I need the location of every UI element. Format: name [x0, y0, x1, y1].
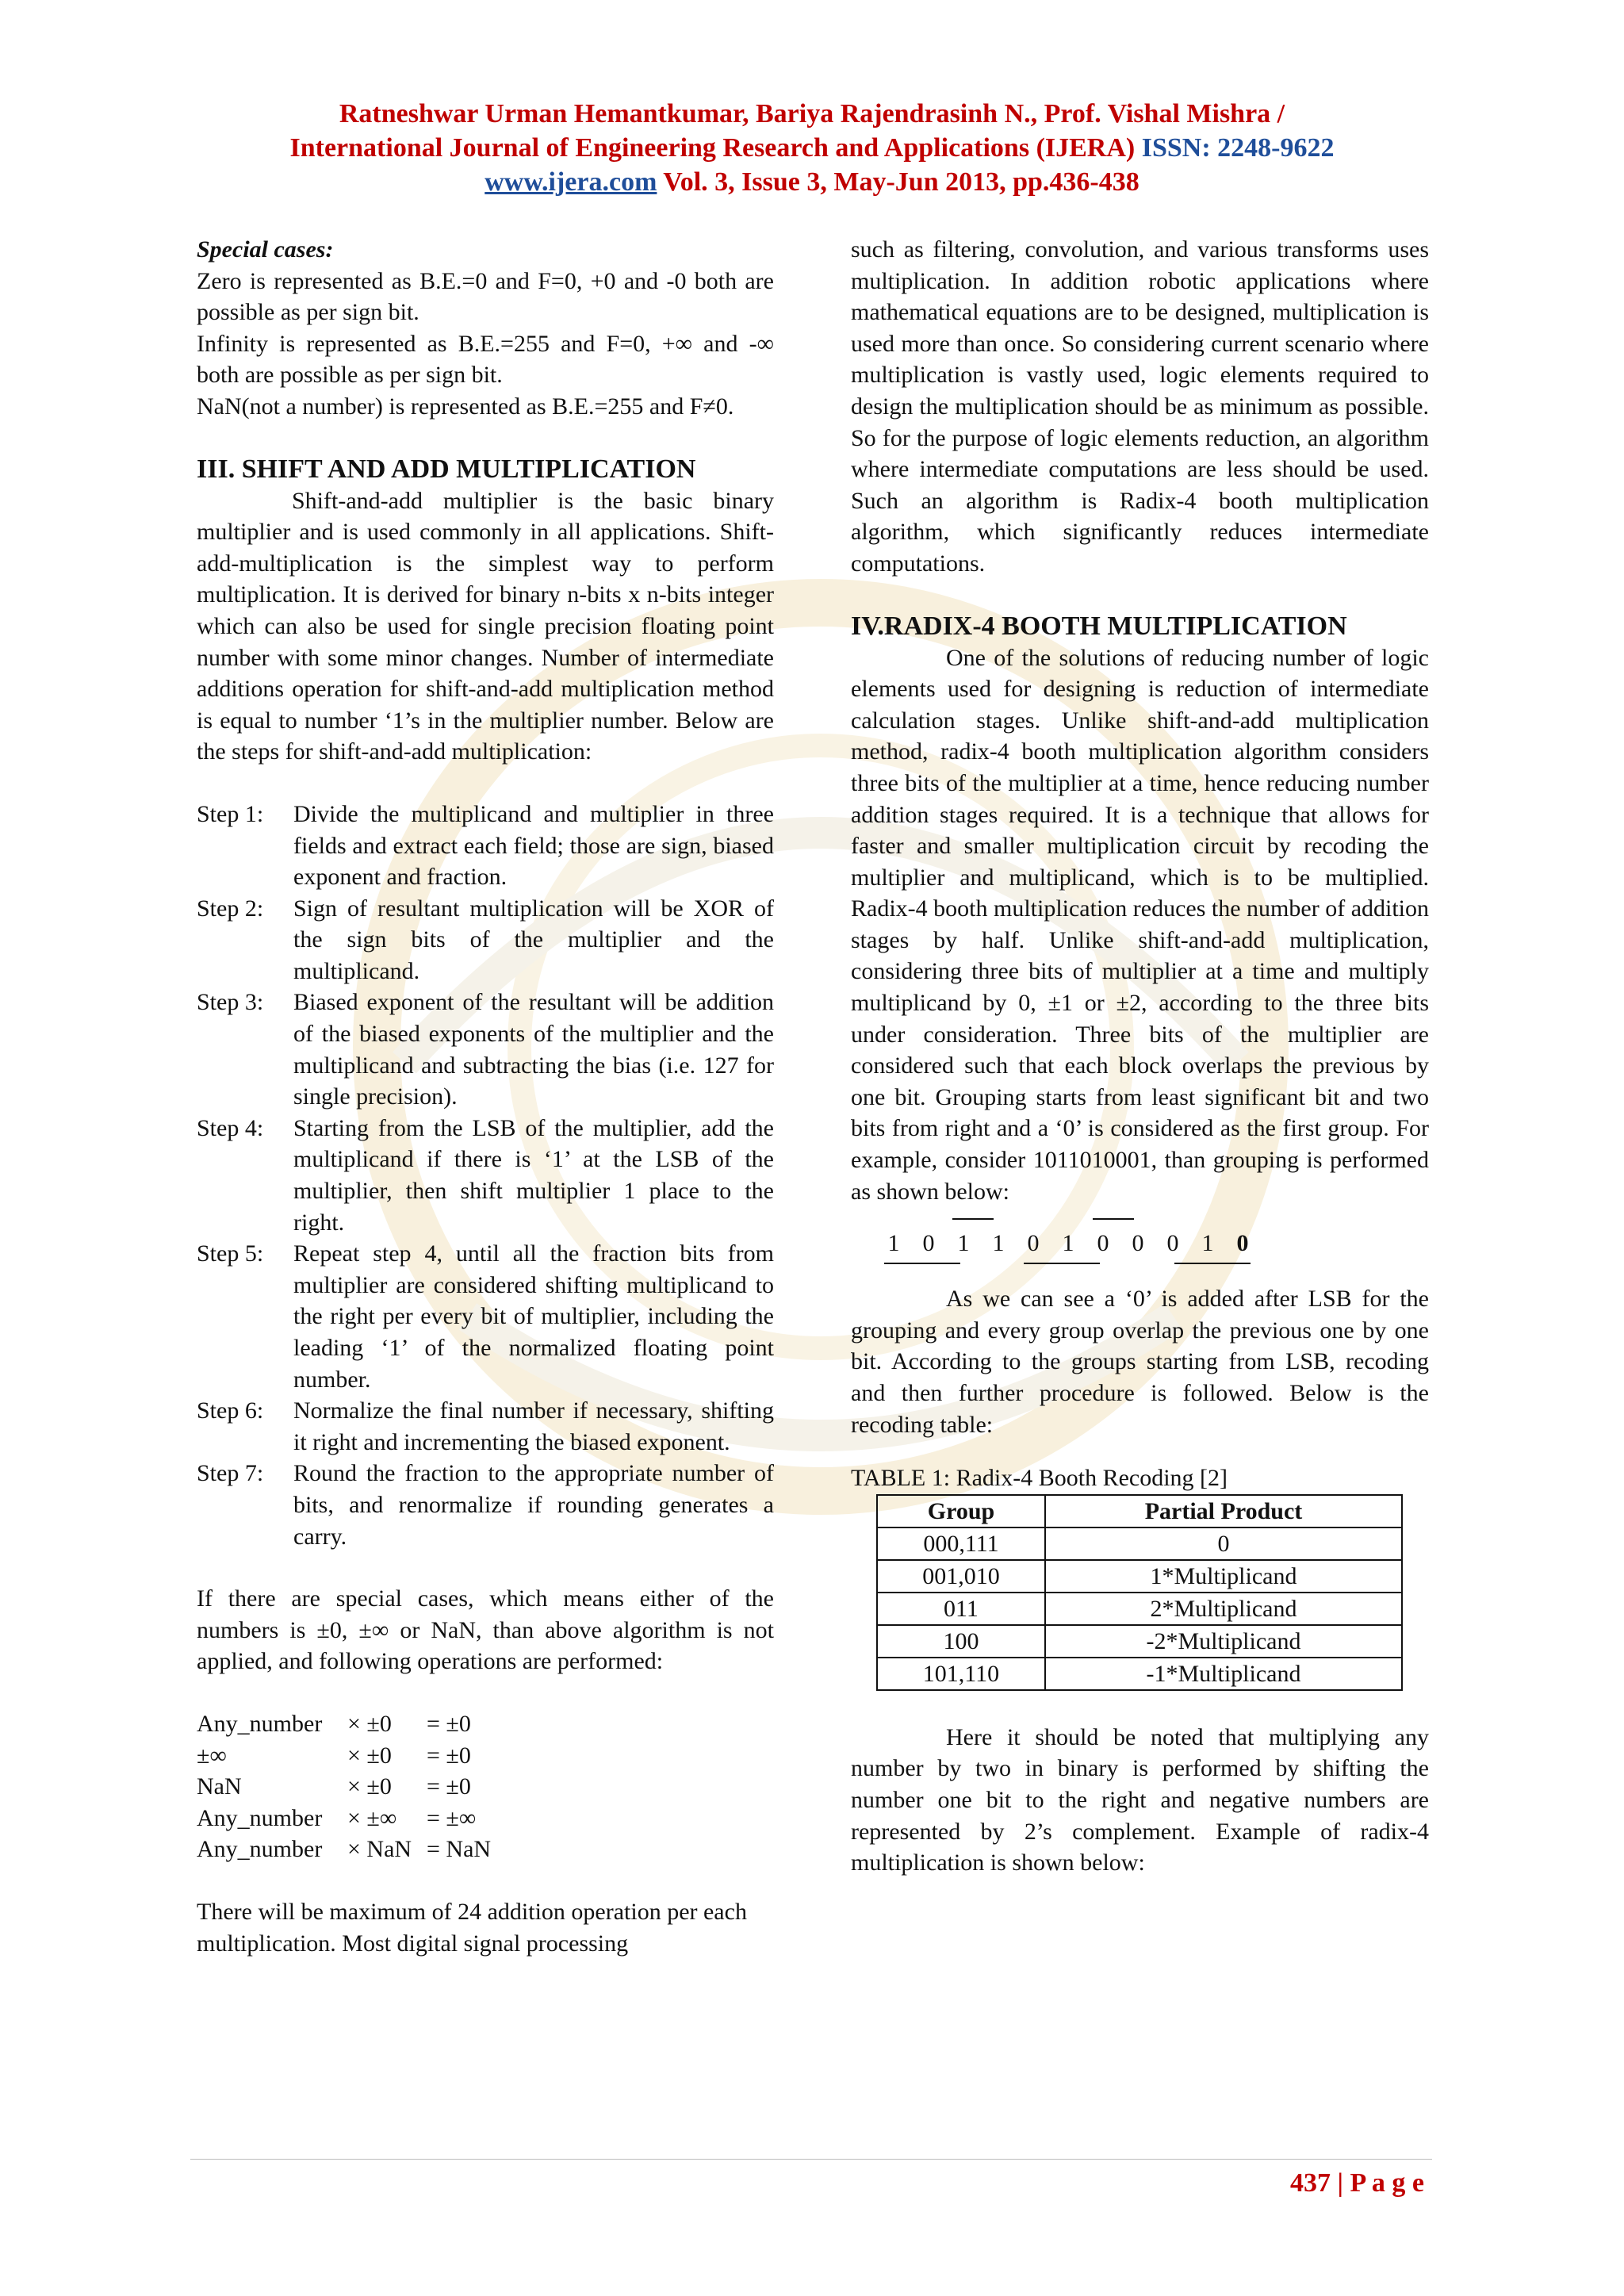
footer-divider	[190, 2159, 1432, 2160]
table-cell: 101,110	[877, 1658, 1045, 1690]
table-cell: 0	[1045, 1527, 1402, 1560]
operation-row	[197, 1740, 774, 1772]
step-label: Step 3:	[197, 989, 264, 1016]
header-journal-name: International Journal of Engineering Research and Applications (IJERA)	[289, 133, 1142, 163]
bit-digit: 0	[1166, 1230, 1179, 1257]
step-label: Step 6:	[197, 1397, 264, 1424]
group-underline	[884, 1263, 960, 1264]
table-row	[877, 1658, 1402, 1690]
operator: × NaN	[347, 1836, 412, 1863]
table-cell: 100	[877, 1625, 1045, 1658]
step-label: Step 7:	[197, 1460, 264, 1487]
step-item	[197, 1113, 774, 1238]
step-text: Sign of resultant multiplication will be XOR of the sign bits of the multiplier and the multiplicand.	[293, 895, 774, 984]
group-overline	[1093, 1218, 1134, 1220]
bit-digit: 1	[887, 1230, 900, 1257]
table-row	[877, 1625, 1402, 1658]
step-item	[197, 987, 774, 1112]
operand: Any_number	[197, 1710, 323, 1737]
group-underline	[1174, 1263, 1251, 1264]
table-caption: TABLE 1: Radix-4 Booth Recoding [2]	[851, 1465, 1228, 1492]
column-header-partial-product: Partial Product	[1045, 1495, 1402, 1527]
result: = NaN	[427, 1836, 492, 1863]
special-cases-heading: Special cases:	[197, 236, 334, 263]
result: = ±0	[427, 1773, 471, 1800]
header-journal	[0, 131, 1624, 165]
left-column	[197, 234, 774, 1959]
step-item	[197, 1458, 774, 1552]
right-column	[851, 234, 1429, 1879]
table-cell: -2*Multiplicand	[1045, 1625, 1402, 1658]
operator: × ±0	[347, 1742, 392, 1769]
step-label: Step 4:	[197, 1114, 264, 1141]
result: = ±0	[427, 1742, 471, 1769]
journal-website-link[interactable]: www.ijera.com	[485, 167, 657, 197]
operand: Any_number	[197, 1804, 323, 1831]
operator: × ±0	[347, 1773, 392, 1800]
column-header-group: Group	[877, 1495, 1045, 1527]
bit-digit: 0	[922, 1230, 935, 1257]
operation-row	[197, 1834, 774, 1865]
table-cell: 001,010	[877, 1560, 1045, 1593]
section-4-paragraph: One of the solutions of reducing number of logic elements used for designing is reduction of intermediate calculation stages. Unlike shift-and-add multiplication method, radix-4 booth multiplication algorithm considers three bits of the multiplier at a time, hence reducing number addition stages required. It is a technique that allows for faster and smaller multiplication circuit by recoding the multiplier and multiplicand, which is to be multiplied. Radix-4 booth multiplication reduces the number of addition stages by half. Unlike shift-and-add multiplication, considering three bits of multiplier at a time and multiply multiplicand by 0, ±1 or ±2, according to the three bits under consideration. Three bits of the multiplier are considered such that each block overlaps the previous by one bit. Grouping starts from least significant bit and two bits from right and a ‘0’ is considered as the first group. For example, consider 1011010001, than grouping is performed as shown below:	[851, 644, 1430, 1205]
bit-digit: 0	[1132, 1230, 1144, 1257]
operator: × ±0	[347, 1710, 392, 1737]
bit-digit: 0	[1027, 1230, 1040, 1257]
bit-digit: 1	[1201, 1230, 1214, 1257]
step-label: Step 1:	[197, 800, 264, 827]
step-text: Round the fraction to the appropriate number of bits, and renormalize if rounding generates a carry.	[293, 1460, 774, 1550]
step-item	[197, 893, 774, 987]
operation-row	[197, 1803, 774, 1834]
special-case-nan: NaN(not a number) is represented as B.E.=255 and F≠0.	[197, 393, 734, 420]
page-number: 437 | P a g e	[1290, 2168, 1424, 2198]
operand: ±∞	[197, 1742, 227, 1769]
step-label: Step 5:	[197, 1240, 264, 1267]
bit-digit: 1	[992, 1230, 1005, 1257]
table-cell: 011	[877, 1593, 1045, 1625]
bit-digit: 0	[1097, 1230, 1109, 1257]
special-case-zero: Zero is represented as B.E.=0 and F=0, +0 and -0 both are possible as per sign bit.	[197, 267, 774, 326]
special-operations-list	[197, 1708, 774, 1865]
group-underline	[1024, 1263, 1100, 1264]
table-row	[877, 1527, 1402, 1560]
operand: NaN	[197, 1773, 242, 1800]
closing-paragraph: There will be maximum of 24 addition operation per each multiplication. Most digital signal processing	[197, 1898, 747, 1957]
after-grouping-paragraph: As we can see a ‘0’ is added after LSB for the grouping and every group overlap the previous one by one bit. According to the groups starting from LSB, recoding and then further procedure is followed. Below is the recoding table:	[851, 1286, 1429, 1438]
step-text: Repeat step 4, until all the fraction bits from multiplier are considered shifting multiplicand to the right per every bit of multiplier, including the leading ‘1’ of the normalized floating point number.	[293, 1240, 774, 1393]
step-text: Divide the multiplicand and multiplier in three fields and extract each field; those are sign, biased exponent and fraction.	[293, 800, 774, 891]
header-authors: Ratneshwar Urman Hemantkumar, Bariya Rajendrasinh N., Prof. Vishal Mishra /	[339, 99, 1285, 128]
section-3-paragraph: Shift-and-add multiplier is the basic binary multiplier and is used commonly in all applications. Shift-add-multiplication is the simplest way to perform multiplication. It is derived for binary n-bits x n-bits integer which can also be used for single precision floating point number with some minor changes. Number of intermediate additions operation for shift-and-add multiplication method is equal to number ‘1’s in the multiplier number. Below are the steps for shift-and-add multiplication:	[197, 487, 774, 765]
bit-digit: 0	[1236, 1230, 1249, 1257]
step-label: Step 2:	[197, 895, 264, 922]
special-case-infinity: Infinity is represented as B.E.=255 and F=0, +∞ and -∞ both are possible as per sign bit.	[197, 330, 774, 389]
bit-digit: 1	[957, 1230, 970, 1257]
step-text: Biased exponent of the resultant will be addition of the biased exponents of the multiplier and the multiplicand and subtracting the bias (i.e. 127 for single precision).	[293, 989, 774, 1110]
step-text: Starting from the LSB of the multiplier, add the multiplicand if there is ‘1’ at the LSB of the multiplier, then shift multiplier 1 place to the right.	[293, 1114, 774, 1236]
step-item	[197, 1395, 774, 1458]
step-item	[197, 1238, 774, 1395]
table-cell: -1*Multiplicand	[1045, 1658, 1402, 1690]
table-cell: 1*Multiplicand	[1045, 1560, 1402, 1593]
table-cell: 2*Multiplicand	[1045, 1593, 1402, 1625]
special-ops-intro: If there are special cases, which means either of the numbers is ±0, ±∞ or NaN, than above algorithm is not applied, and following operations are performed:	[197, 1585, 774, 1675]
operation-row	[197, 1771, 774, 1803]
table-cell: 000,111	[877, 1527, 1045, 1560]
table-row	[877, 1560, 1402, 1593]
continuation-paragraph: such as filtering, convolution, and various transforms uses multiplication. In addition robotic applications where mathematical equations are to be designed, multiplication is used more than once. So considering current scenario where multiplication is vastly used, logic elements required to design the multiplication should be as minimum as possible. So for the purpose of logic elements reduction, an algorithm where intermediate computations are less should be used. Such an algorithm is Radix-4 booth multiplication algorithm, which significantly reduces intermediate computations.	[851, 236, 1429, 577]
bit-grouping-figure	[851, 1207, 1429, 1283]
step-item	[197, 799, 774, 893]
recoding-table	[876, 1494, 1403, 1691]
bit-digit: 1	[1062, 1230, 1074, 1257]
header-volume	[0, 165, 1624, 199]
operation-row	[197, 1708, 774, 1740]
section-4-title: IV.RADIX-4 BOOTH MULTIPLICATION	[851, 611, 1347, 641]
header-issn: ISSN: 2248-9622	[1141, 133, 1335, 163]
header-volume-info: Vol. 3, Issue 3, May-Jun 2013, pp.436-438	[657, 167, 1139, 197]
table-row	[877, 1593, 1402, 1625]
operator: × ±∞	[347, 1804, 397, 1831]
table-header-row	[877, 1495, 1402, 1527]
result: = ±∞	[427, 1804, 477, 1831]
steps-list	[197, 799, 774, 1552]
operand: Any_number	[197, 1836, 323, 1863]
running-header	[0, 97, 1624, 199]
group-overline	[952, 1218, 994, 1220]
result: = ±0	[427, 1710, 471, 1737]
step-text: Normalize the final number if necessary, shifting it right and incrementing the biased exponent.	[293, 1397, 774, 1455]
section-3-title: III. SHIFT AND ADD MULTIPLICATION	[197, 454, 696, 484]
final-paragraph: Here it should be noted that multiplying any number by two in binary is performed by shifting the number one bit to the right and negative numbers are represented by 2’s complement. Example of radix-4 multiplication is shown below:	[851, 1723, 1429, 1876]
